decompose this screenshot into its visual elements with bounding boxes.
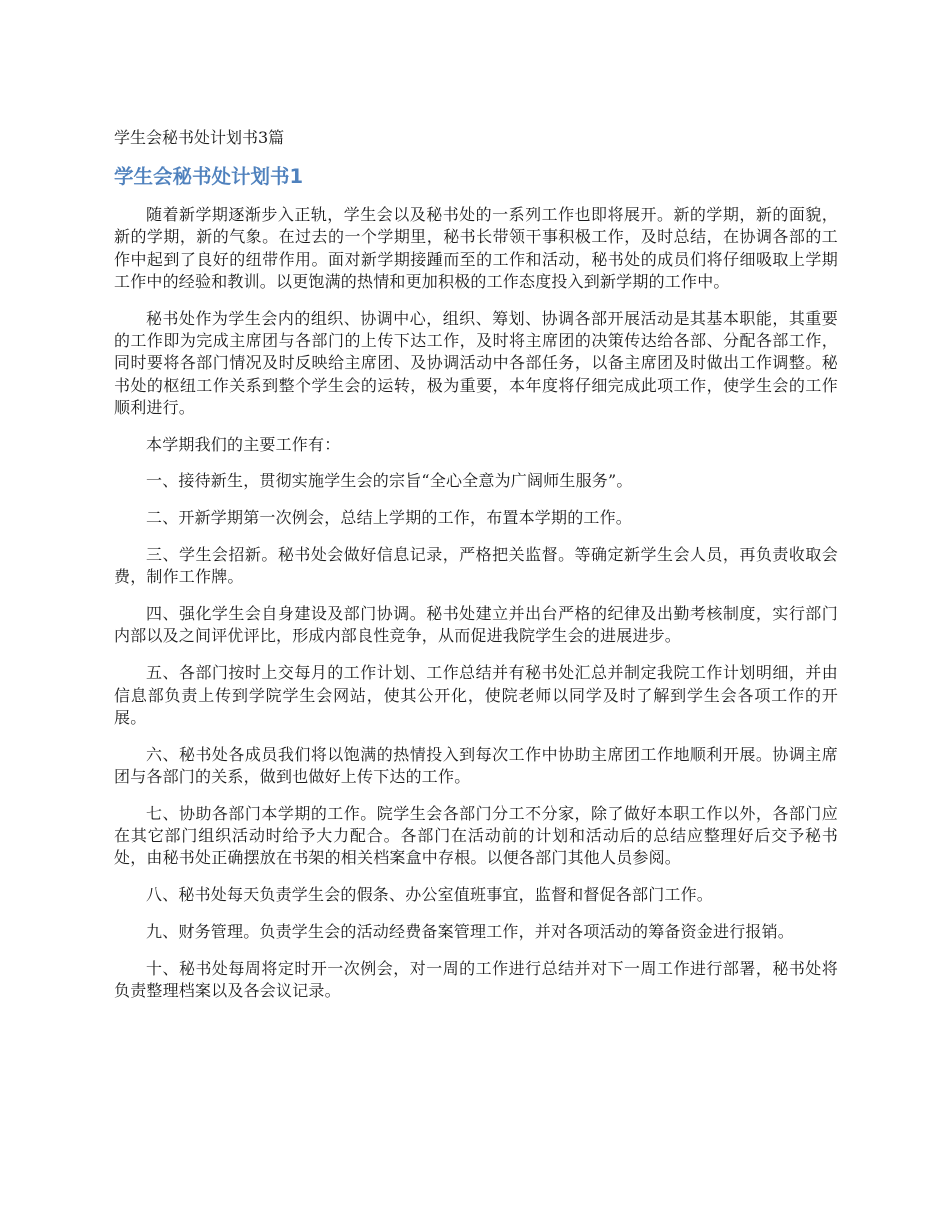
list-item-10: 十、秘书处每周将定时开一次例会，对一周的工作进行总结并对下一周工作进行部署，秘书处将负责整理档案以及各会议记录。 (114, 958, 838, 1001)
list-item-2: 二、开新学期第一次例会，总结上学期的工作，布置本学期的工作。 (146, 508, 633, 528)
document-body (114, 204, 838, 1017)
paragraph-list-intro: 本学期我们的主要工作有： (146, 434, 341, 454)
list-item-9: 九、财务管理。负责学生会的活动经费备案管理工作，并对各项活动的筹备资金进行报销。 (146, 921, 795, 941)
list-item-7: 七、协助各部门本学期的工作。院学生会各部门分工不分家，除了做好本职工作以外，各部门应在其它部门组织活动时给予大力配合。各部门在活动前的计划和活动后的总结应整理好后交予秘书处，由秘书处正确摆放在书架的相关档案盒中存根。以便各部门其他人员参阅。 (114, 803, 838, 868)
list-item-3: 三、学生会招新。秘书处会做好信息记录，严格把关监督。等确定新学生会人员，再负责收取会费，制作工作牌。 (114, 545, 838, 587)
list-item-5: 五、各部门按时上交每月的工作计划、工作总结并有秘书处汇总并制定我院工作计划明细，并由信息部负责上传到学院学生会网站，使其公开化，使院老师以同学及时了解到学生会各项工作的开展。 (114, 663, 838, 727)
list-item-1: 一、接待新生，贯彻实施学生会的宗旨“全心全意为广阔师生服务”。 (146, 471, 633, 491)
list-item-8: 八、秘书处每天负责学生会的假条、办公室值班事宜，监督和督促各部门工作。 (146, 885, 714, 905)
list-item-6: 六、秘书处各成员我们将以饱满的热情投入到每次工作中协助主席团工作地顺利开展。协调主席团与各部门的关系，做到也做好上传下达的工作。 (114, 744, 838, 786)
paragraph-intro: 随着新学期逐渐步入正轨，学生会以及秘书处的一系列工作也即将展开。新的学期，新的面貌，新的学期，新的气象。在过去的一个学期里，秘书长带领干事积极工作，及时总结，在协调各部的工作中起到了良好的纽带作用。面对新学期接踵而至的工作和活动，秘书处的成员们将仔细吸取上学期工作中的经验和教训。以更饱满的热情和更加积极的工作态度投入到新学期的工作中。 (114, 205, 838, 291)
section-heading: 学生会秘书处计划书1 (114, 165, 304, 188)
document-title: 学生会秘书处计划书3篇 (114, 128, 285, 147)
paragraph-role: 秘书处作为学生会内的组织、协调中心，组织、筹划、协调各部开展活动是其基本职能，其重要的工作即为完成主席团与各部门的上传下达工作，及时将主席团的决策传达给各部、分配各部工作，同时要将各部门情况及时反映给主席团、及协调活动中各部任务，以备主席团及时做出工作调整。秘书处的枢纽工作关系到整个学生会的运转，极为重要，本年度将仔细完成此项工作，使学生会的工作顺利进行。 (114, 308, 838, 417)
list-item-4: 四、强化学生会自身建设及部门协调。秘书处建立并出台严格的纪律及出勤考核制度，实行部门内部以及之间评优评比，形成内部良性竞争，从而促进我院学生会的进展进步。 (114, 604, 838, 646)
